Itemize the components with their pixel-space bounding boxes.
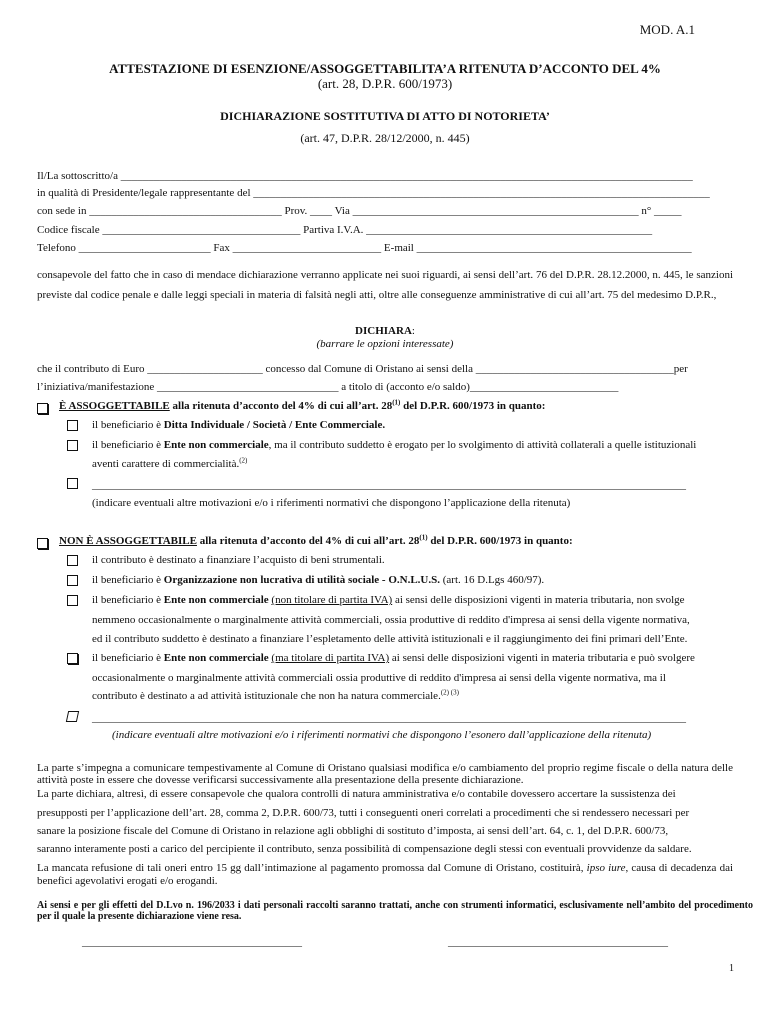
option-b-onlus — [92, 574, 544, 586]
field-declarant-name[interactable]: Il/La sottoscritto/a ________________________________________________________________________________________________________ — [37, 170, 693, 182]
section-a-tail: del D.P.R. 600/1973 in quanto: — [400, 400, 546, 412]
checkbox-b-beni[interactable] — [67, 555, 78, 566]
commitment-paragraph-2-line3: sanare la posizione fiscale del Comune di Oristano in relazione agli obblighi di sostituto d’imposta, ai sensi dell’art. 64, c. 1, del D.P.R. 600/73, — [37, 825, 669, 837]
option-footnote: (2) (3) — [440, 688, 459, 697]
premise-paragraph: consapevole del fatto che in caso di mendace dichiarazione verranno applicate nei suoi riguardi, ai sensi dell’art. 76 del D.P.R. 28.12.2000, n. 445, le sanzioni previste dal codice penale e dalle leggi speciali in materia di falsità negli atti, oltre alle conseguenze amministrative di cui all’art. 75 del medesimo D.P.R., — [37, 269, 733, 301]
option-rest: ai sensi delle disposizioni vigenti in materia tributaria e può svolgere — [389, 652, 695, 664]
option-text: il beneficiario è — [92, 594, 164, 606]
field-initiative[interactable]: l’iniziativa/manifestazione _________________________________ a titolo di (acconto e/o saldo)___________________________ — [37, 381, 619, 393]
option-a-ditta — [92, 419, 385, 431]
option-underlined: (non titolare di partita IVA) — [271, 594, 393, 606]
field-contacts[interactable]: Telefono ________________________ Fax ___________________________ E-mail __________________________________________________ — [37, 242, 692, 254]
commitment-paragraph-2-line2: presupposti per l’applicazione dell’art. 28, comma 2, D.P.R. 600/73, tutti i conseguenti oneri correlati a procedimenti che si rendessero necessari per — [37, 807, 690, 819]
dichiara-heading — [0, 325, 770, 337]
document-title: ATTESTAZIONE DI ESENZIONE/ASSOGGETTABILITA’A RITENUTA D’ACCONTO DEL 4% — [109, 61, 661, 76]
checkbox-a-ente[interactable] — [67, 440, 78, 451]
document-subtitle-reference: (art. 47, D.P.R. 28/12/2000, n. 445) — [300, 131, 470, 145]
checkbox-b-ente-no-iva[interactable] — [67, 595, 78, 606]
field-tax-codes[interactable]: Codice fiscale ____________________________________ Partiva I.V.A. ____________________________________________________ — [37, 224, 653, 236]
option-a-other-note: (indicare eventuali altre motivazioni e/o i riferimenti normativi che dispongono l’applicazione della ritenuta) — [92, 497, 571, 509]
option-a-ente — [92, 439, 696, 451]
option-text: il beneficiario è — [92, 419, 164, 431]
option-text: aventi carattere di commercialità. — [92, 458, 240, 470]
option-rest: , ma il contributo suddetto è erogato per lo svolgimento di attività collaterali a quelle istituzionali — [268, 439, 697, 451]
option-underlined: (ma titolare di partita IVA) — [271, 652, 390, 664]
checkbox-b-other[interactable] — [66, 711, 79, 722]
section-a-rest: alla ritenuta d’acconto del 4% di cui all’art. 28 — [169, 400, 393, 412]
option-text: il beneficiario è — [92, 652, 164, 664]
commitment-paragraph-1: La parte s’impegna a comunicare tempestivamente al Comune di Oristano qualsiasi modifica e/o cambiamento del proprio regime fiscale o della natura delle attività poste in essere che dovesse verificarsi successivamente alla presentazione della presente dichiarazione. — [37, 762, 733, 786]
commitment-italic: ipso iure — [586, 862, 626, 874]
option-text: contributo è destinato a ad attività istituzionale che non ha natura commerciale. — [92, 690, 441, 702]
commitment-rest: , causa di decadenza dai benefici agevolativi erogati e/o erogandi. — [37, 862, 734, 887]
option-rest: (art. 16 D.Lgs 460/97). — [440, 574, 545, 586]
commitment-paragraph-2-line1: La parte dichiara, altresì, di essere consapevole che qualora controlli di natura amministrativa e/o contabile dovessero accertare la sussistenza dei — [37, 788, 676, 800]
option-text: il beneficiario è — [92, 574, 164, 586]
dichiara-colon: : — [411, 325, 415, 337]
commitment-paragraph-3 — [37, 862, 733, 888]
checkbox-assoggettabile[interactable] — [37, 403, 48, 414]
form-code: MOD. A.1 — [639, 22, 695, 37]
option-b-beni: il contributo è destinato a finanziare l’acquisto di beni strumentali. — [92, 554, 385, 566]
option-b-ente-no-iva — [92, 594, 685, 606]
field-b-other-reason[interactable]: ____________________________________________________________________________________________________________ — [92, 712, 686, 724]
commitment-paragraph-2-line4: saranno interamente posti a carico del percipiente il contributo, senza possibilità di compensazione degli stessi con eventuali provvidenze da saldare. — [37, 843, 692, 855]
field-contribution[interactable]: che il contributo di Euro _____________________ concesso dal Comune di Oristano ai sensi della ____________________________________per — [37, 363, 688, 375]
checkbox-b-ente-iva[interactable] — [67, 653, 78, 664]
checkbox-non-assoggettabile[interactable] — [37, 538, 48, 549]
option-b-ente-iva-line3 — [92, 690, 459, 702]
section-b-rest: alla ritenuta d’acconto del 4% di cui all’art. 28 — [196, 535, 420, 547]
field-a-other-reason[interactable]: ____________________________________________________________________________________________________________ — [92, 479, 686, 491]
option-bold: Ente non commerciale — [163, 594, 269, 606]
option-b-ente-iva-line2: occasionalmente o marginalmente attività commerciali ossia produttive di reddito d'impresa ai sensi della vigente normativa, ma il — [92, 672, 666, 684]
section-a-lead: È ASSOGGETTABILE — [59, 400, 170, 412]
option-bold: Organizzazione non lucrativa di utilità sociale - O.N.L.U.S. — [163, 574, 440, 586]
document-subtitle: DICHIARAZIONE SOSTITUTIVA DI ATTO DI NOTORIETA’ — [220, 109, 550, 123]
dichiara-word: DICHIARA — [355, 325, 412, 337]
section-b-heading — [59, 535, 573, 547]
option-a-ente-line2 — [92, 458, 247, 470]
section-b-footnote: (1) — [419, 533, 428, 542]
signature-line-right[interactable]: ________________________________________ — [448, 936, 668, 948]
option-rest: ai sensi delle disposizioni vigenti in materia tributaria, non svolge — [392, 594, 685, 606]
section-a-footnote: (1) — [392, 398, 401, 407]
document-title-reference: (art. 28, D.P.R. 600/1973) — [317, 76, 453, 91]
checkbox-a-other[interactable] — [67, 478, 78, 489]
commitment-text: La mancata refusione di tali oneri entro 15 gg dall’intimazione al pagamento promossa dal Comune di Oristano, costituirà, — [37, 862, 587, 874]
option-footnote: (2) — [239, 456, 248, 465]
option-bold: Ditta Individuale / Società / Ente Commerciale. — [163, 419, 386, 431]
page-number: 1 — [729, 963, 734, 974]
option-b-ente-iva — [92, 652, 695, 664]
privacy-notice: Ai sensi e per gli effetti del D.Lvo n. 196/2033 i dati personali raccolti saranno trattati, anche con strumenti informatici, esclusivamente nell’ambito del procedimento per il quale la presente dichiarazione viene resa. — [37, 900, 753, 922]
section-b-lead: NON È ASSOGGETTABILE — [59, 535, 197, 547]
signature-line-left[interactable]: ________________________________________ — [82, 936, 302, 948]
field-legal-representative[interactable]: in qualità di Presidente/legale rappresentante del ___________________________________________________________________________________ — [37, 187, 710, 199]
option-b-other-note: (indicare eventuali altre motivazioni e/o i riferimenti normativi che dispongono l’esonero dall’applicazione della ritenuta) — [112, 729, 652, 741]
option-b-ente-no-iva-line3: ed il contributo suddetto è destinato a finanziare l’espletamento delle attività istituzionali e il raggiungimento dei fini primari dell’Ente. — [92, 633, 688, 645]
field-address[interactable]: con sede in ___________________________________ Prov. ____ Via ____________________________________________________ n° _____ — [37, 205, 682, 217]
checkbox-b-onlus[interactable] — [67, 575, 78, 586]
section-b-tail: del D.P.R. 600/1973 in quanto: — [427, 535, 573, 547]
section-a-heading — [59, 400, 545, 412]
option-bold: Ente non commerciale — [163, 652, 269, 664]
checkbox-a-ditta[interactable] — [67, 420, 78, 431]
option-text: il beneficiario è — [92, 439, 164, 451]
dichiara-note: (barrare le opzioni interessate) — [316, 338, 454, 350]
option-b-ente-no-iva-line2: nemmeno occasionalmente o marginalmente attività commerciali, ossia produttive di reddito d'impresa ai sensi della vigente normativa, — [92, 614, 690, 626]
option-bold: Ente non commerciale — [163, 439, 269, 451]
